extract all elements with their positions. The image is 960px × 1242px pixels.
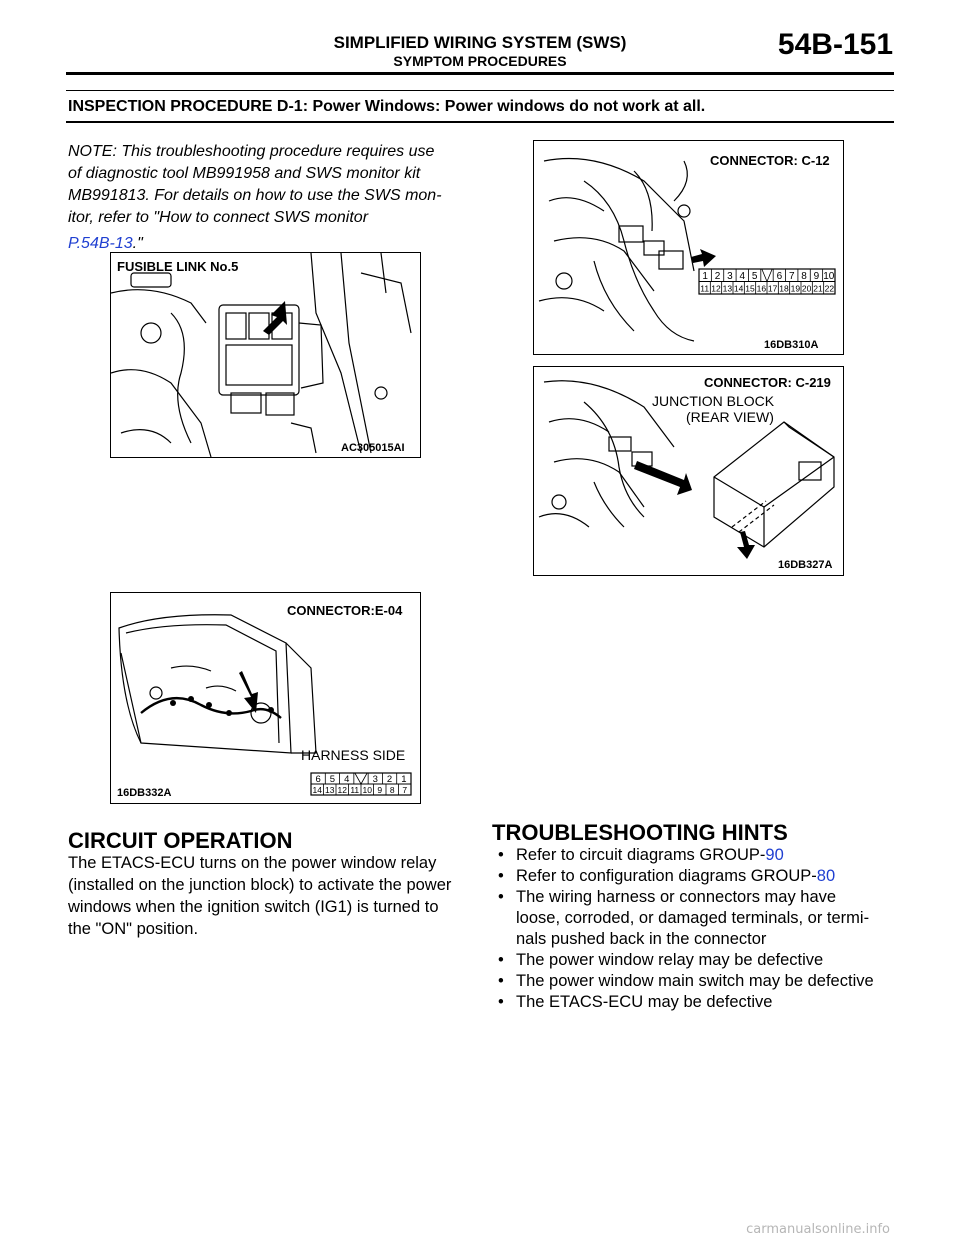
connector-pin: 19 [790,283,801,294]
connector-pin: 9 [377,785,383,795]
connector-pin: 17 [767,283,778,294]
dashboard-illustration [534,141,843,354]
connector-pin: 15 [745,283,755,294]
note-line: MB991813. For details on how to use the SWS mon- [68,187,442,204]
connector-pin: 5 [329,774,336,785]
figure-e04-code: 16DB332A [117,787,172,799]
door-illustration [111,593,420,803]
connector-pin: 13 [325,785,335,795]
connector-pin: 7 [788,271,795,282]
hints-list [492,845,912,1013]
figure-c219-code: 16DB327A [778,559,833,571]
hint-link-group80[interactable]: 80 [816,867,836,885]
connector-pin: 11 [700,283,710,294]
c12-pin-grid [699,269,835,294]
watermark: carmanualsonline.info [746,1222,890,1237]
figure-c219-sub1: JUNCTION BLOCK [652,393,775,409]
connector-pin: 12 [711,283,721,294]
hint-item: • The power window relay may be defective [498,951,824,969]
hint-item: • Refer to configuration diagrams GROUP-80 [498,867,836,885]
note-tail: ." [132,235,143,252]
connector-pin: 18 [779,283,789,294]
connector-pin: 4 [344,774,350,785]
figure-fusible-link [110,252,421,458]
connector-pin: 2 [714,271,721,282]
note-line: NOTE: This troubleshooting procedure requires use [68,143,435,160]
pin-key-notch [762,269,772,282]
connector-pin: 7 [402,785,408,795]
pin-key-notch [355,773,367,784]
note-line: of diagnostic tool MB991958 and SWS monitor kit [68,165,421,182]
connector-pin: 16 [756,283,767,294]
connector-pin: 12 [337,785,347,795]
connector-pin: 20 [801,283,812,294]
connector-pin: 3 [372,774,378,785]
hint-item: • The ETACS-ECU may be defective [498,993,773,1011]
connector-pin: 9 [813,271,820,282]
connector-pin: 6 [315,774,321,785]
inspection-title: INSPECTION PROCEDURE D-1: Power Windows: Power windows do not work at all. [68,98,706,115]
note-paragraph [68,141,488,255]
circuit-line: (installed on the junction block) to activate the power [68,876,452,894]
figure-connector-c12 [533,140,844,355]
connector-pin: 13 [722,283,733,294]
connector-pin: 1 [702,271,708,282]
header-rule [66,72,894,75]
e04-pin-grid [311,773,411,795]
connector-pin: 10 [823,271,835,282]
figure-fusible-code: AC305015AI [341,442,405,454]
figure-e04-label: CONNECTOR:E-04 [287,603,403,618]
figure-fusible-label: FUSIBLE LINK No.5 [117,259,239,274]
circuit-operation-text [68,852,478,940]
note-link[interactable]: P.54B-13 [68,235,133,252]
engine-bay-illustration [111,253,420,457]
circuit-line: the "ON" position. [68,920,199,938]
hint-item: • The wiring harness or connectors may have loose, corroded, or damaged terminals, or termi- nals pushed back in the connector [498,888,870,948]
figure-e04-sub: HARNESS SIDE [301,747,406,763]
connector-pin: 10 [362,785,372,795]
junction-block-illustration [534,367,843,575]
connector-pin: 4 [739,271,746,282]
connector-pin: 21 [813,283,823,294]
connector-pin: 2 [386,774,393,785]
connector-pin: 8 [389,785,395,795]
connector-pin: 5 [751,271,758,282]
figure-c12-code: 16DB310A [764,339,819,351]
figure-c219-label: CONNECTOR: C-219 [704,375,831,390]
circuit-line: windows when the ignition switch (IG1) is turned to [68,898,439,916]
connector-pin: 11 [350,785,360,795]
connector-pin: 22 [824,283,835,294]
inspection-rule-top [66,90,894,91]
connector-pin: 8 [801,271,807,282]
figure-c219-sub2: (REAR VIEW) [686,409,774,425]
hints-heading: TROUBLESHOOTING HINTS [492,820,788,845]
figure-connector-e04 [110,592,421,804]
figure-connector-c219 [533,366,844,576]
note-line: itor, refer to "How to connect SWS monitor [68,209,369,226]
circuit-line: The ETACS-ECU turns on the power window relay [68,854,437,872]
connector-pin: 3 [727,271,733,282]
connector-pin: 14 [312,785,322,795]
page-number: 54B-151 [777,28,893,61]
hint-item: • The power window main switch may be defective [498,972,874,990]
circuit-operation-heading: CIRCUIT OPERATION [68,828,293,853]
figure-c12-label: CONNECTOR: C-12 [710,153,830,168]
hint-item: • Refer to circuit diagrams GROUP-90 [498,846,784,864]
hint-link-group90[interactable]: 90 [765,846,784,864]
header-title: SIMPLIFIED WIRING SYSTEM (SWS) [333,33,627,52]
header-subtitle: SYMPTOM PROCEDURES [393,53,567,69]
inspection-rule-bottom [66,121,894,123]
connector-pin: 14 [733,283,744,294]
connector-pin: 1 [401,774,407,785]
connector-pin: 6 [776,271,783,282]
